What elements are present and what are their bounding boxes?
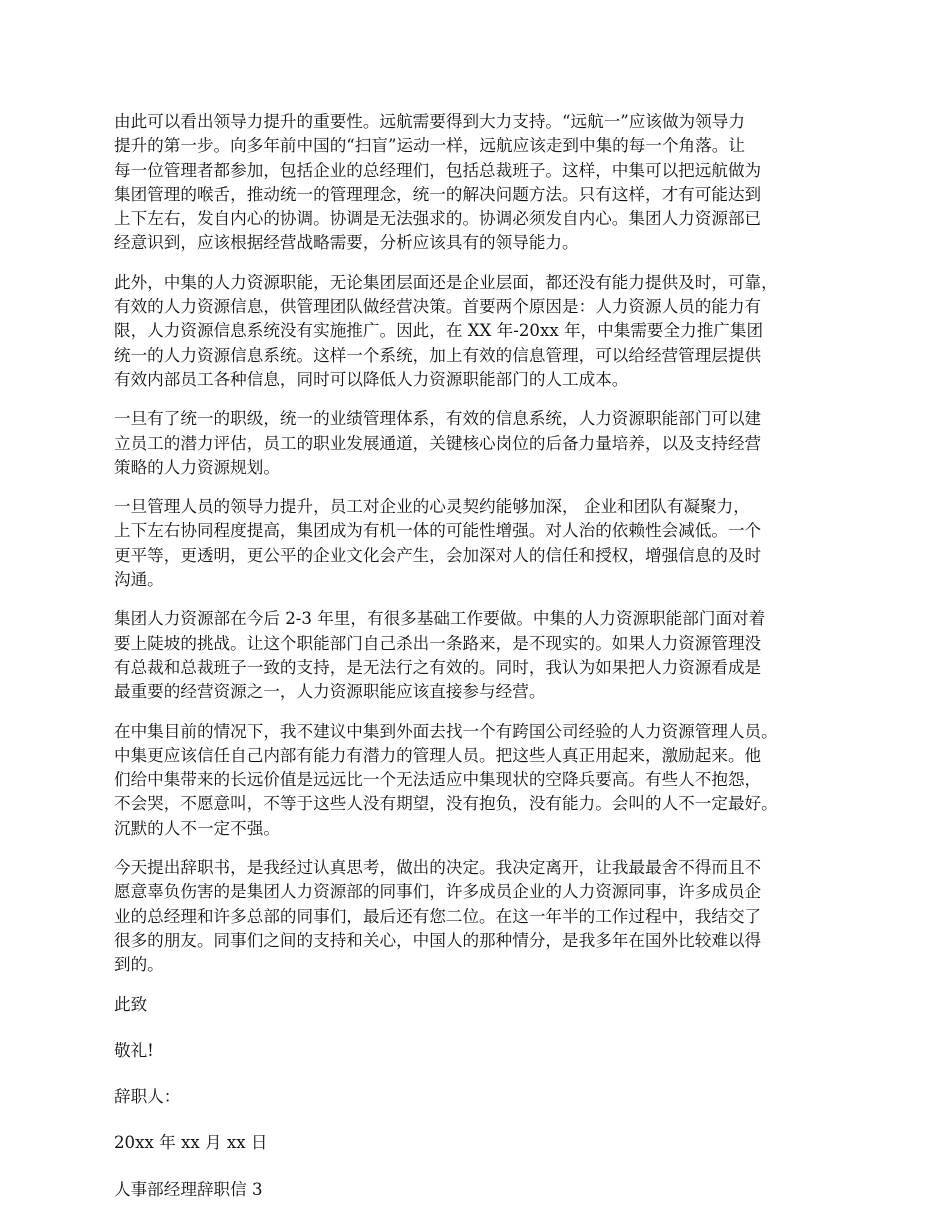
paragraph-line: 今天提出辞职书，是我经过认真思考，做出的决定。我决定离开，让我最最舍不得而且不: [114, 858, 762, 878]
paragraph-line: 策略的人力资源规划。: [114, 457, 280, 477]
paragraph: [114, 856, 844, 977]
paragraph: [114, 110, 844, 256]
paragraph-line: 中集更应该信任自己内部有能力有潜力的管理人员。把这些人真正用起来，激励起来。他: [114, 745, 762, 765]
paragraph-line: 上下左右，发自内心的协调。协调是无法强求的。协调必须发自内心。集团人力资源部已: [114, 209, 762, 229]
paragraph-line: 更平等，更透明，更公平的企业文化会产生，会加深对人的信任和授权，增强信息的及时: [114, 545, 762, 565]
paragraph-line: 沟通。: [114, 570, 164, 590]
paragraph-line: 最重要的经营资源之一，人力资源职能应该直接参与经营。: [114, 682, 546, 702]
paragraph-line: 愿意辜负伤害的是集团人力资源部的同事们，许多成员企业的人力资源同事，许多成员企: [114, 882, 762, 902]
paragraph-line: 在中集目前的情况下，我不建议中集到外面去找一个有跨国公司经验的人力资源管理人员。: [114, 721, 778, 741]
paragraph: [114, 271, 844, 392]
paragraph-line: 由此可以看出领导力提升的重要性。远航需要得到大力支持。“远航一”应该做为领导力: [114, 112, 745, 131]
letter-body: [114, 110, 844, 978]
paragraph-line: 经意识到，应该根据经营战略需要，分析应该具有的领导能力。: [114, 233, 579, 253]
paragraph-line: 此外，中集的人力资源职能，无论集团层面还是企业层面，都还没有能力提供及时，可靠，: [114, 272, 778, 292]
paragraph-line: 集团管理的喉舌，推动统一的管理理念，统一的解决问题方法。只有这样，才有可能达到: [114, 184, 762, 204]
paragraph-line: 不会哭，不愿意叫，不等于这些人没有期望，没有抱负，没有能力。会叫的人不一定最好。: [114, 794, 778, 814]
paragraph-line: 上下左右协同程度提高，集团成为有机一体的可能性增强。对人治的依赖性会减低。一个: [114, 521, 762, 541]
paragraph: [114, 720, 844, 841]
date: 20xx 年 xx 月 xx 日: [114, 1133, 268, 1153]
paragraph-line: 提升的第一步。向多年前中国的“扫盲”运动一样，远航应该走到中集的每一个角落。让: [114, 136, 745, 156]
signer-label: 辞职人：: [114, 1087, 181, 1107]
paragraph-line: 有总裁和总裁班子一致的支持，是无法行之有效的。同时，我认为如果把人力资源看成是: [114, 657, 762, 677]
paragraph-line: 业的总经理和许多总部的同事们，最后还有您二位。在这一年半的工作过程中，我结交了: [114, 906, 762, 926]
paragraph-line: 到的。: [114, 955, 164, 975]
paragraph-line: 限，人力资源信息系统没有实施推广。因此，在 XX 年-20xx 年，中集需要全力推广集团: [114, 321, 764, 341]
paragraph: [114, 607, 844, 704]
paragraph: [114, 495, 844, 592]
salutation: 此致: [114, 994, 148, 1014]
paragraph-line: 要上陡坡的挑战。让这个职能部门自己杀出一条路来，是不现实的。如果人力资源管理没: [114, 633, 762, 653]
regards: 敬礼!: [114, 1040, 154, 1060]
paragraph-line: 们给中集带来的长远价值是远远比一个无法适应中集现状的空降兵要高。有些人不抱怨，: [114, 770, 762, 790]
paragraph-line: 一旦有了统一的职级，统一的业绩管理体系，有效的信息系统，人力资源职能部门可以建: [114, 409, 762, 429]
document-page: [114, 110, 844, 1224]
paragraph-line: 一旦管理人员的领导力提升，员工对企业的心灵契约能够加深， 企业和团队有凝聚力，: [114, 497, 750, 517]
paragraph-line: 立员工的潜力评估，员工的职业发展通道，关键核心岗位的后备力量培养，以及支持经营: [114, 433, 762, 453]
paragraph: [114, 407, 844, 480]
paragraph-line: 很多的朋友。同事们之间的支持和关心，中国人的那种情分，是我多年在国外比较难以得: [114, 930, 762, 950]
paragraph-line: 有效内部员工各种信息，同时可以降低人力资源职能部门的人工成本。: [114, 369, 629, 389]
paragraph-line: 统一的人力资源信息系统。这样一个系统，加上有效的信息管理，可以给经营管理层提供: [114, 345, 762, 365]
paragraph-line: 有效的人力资源信息，供管理团队做经营决策。首要两个原因是：人力资源人员的能力有: [114, 297, 762, 317]
paragraph-line: 每一位管理者都参加，包括企业的总经理们，包括总裁班子。这样，中集可以把远航做为: [114, 160, 762, 180]
next-letter-title: 人事部经理辞职信 3: [114, 1179, 263, 1199]
paragraph-line: 集团人力资源部在今后 2-3 年里，有很多基础工作要做。中集的人力资源职能部门面对着: [114, 609, 766, 629]
paragraph-line: 沉默的人不一定不强。: [114, 818, 280, 838]
